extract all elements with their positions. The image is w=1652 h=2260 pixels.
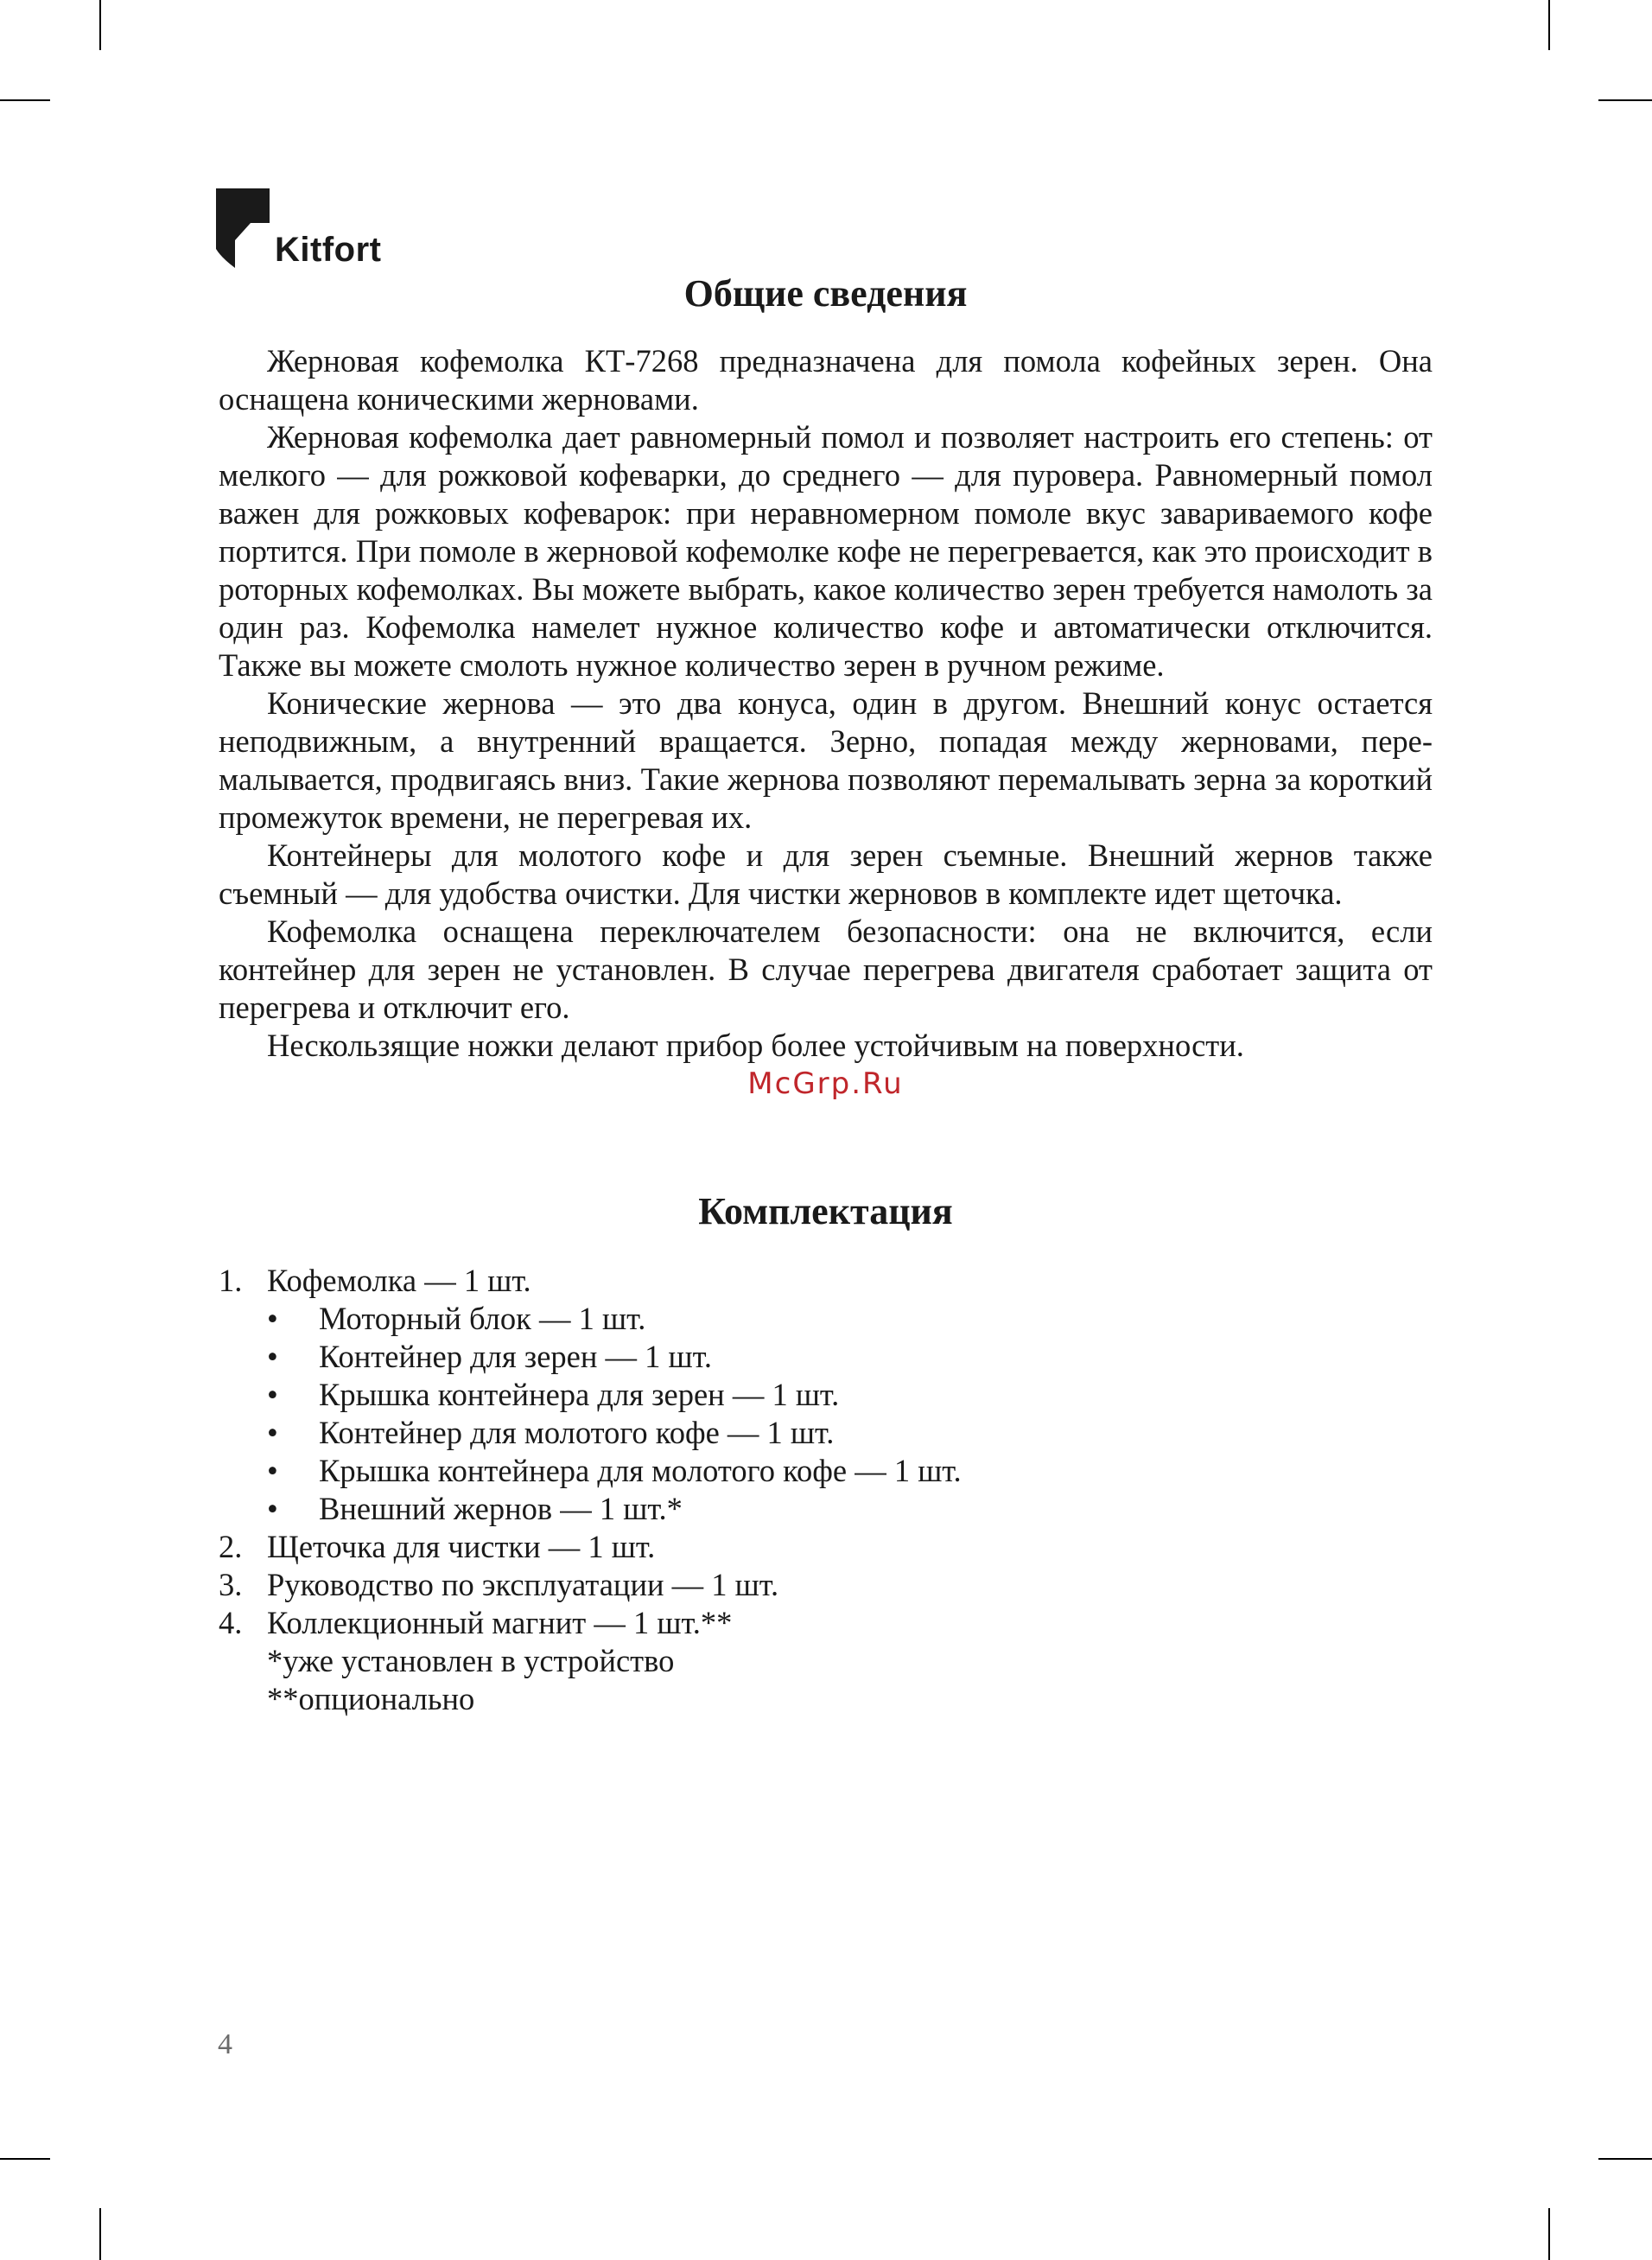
footnote: *уже установлен в устройство [267,1643,675,1678]
watermark-link[interactable]: McGrp.Ru [747,1066,904,1101]
crop-mark-bottom-right [1548,2208,1550,2260]
bullet-icon: • [267,1453,278,1488]
sub-list-item-text: Внешний жернов — 1 шт.* [319,1491,683,1526]
list-item-text: Щеточка для чистки — 1 шт. [267,1529,656,1564]
list-item [219,1528,1433,1566]
list-item-text: Коллекционный магнит — 1 шт.** [267,1605,733,1640]
section-title-contents: Комплектация [698,1190,953,1232]
sub-list [267,1300,1433,1528]
bullet-icon: • [267,1339,278,1374]
list-item [219,1262,1433,1528]
kitfort-logo-mark-icon [216,188,270,268]
list-item-text: Кофемолка — 1 шт. [267,1263,531,1298]
bullet-icon: • [267,1301,278,1336]
crop-mark-top-right [1548,0,1550,50]
sub-list-item-text: Моторный блок — 1 шт. [319,1301,646,1336]
document-body [219,259,1433,1718]
sub-list-item [267,1300,1433,1338]
sub-list-item [267,1414,1433,1452]
logo-text: Kitfort [275,231,382,269]
sub-list-item [267,1490,1433,1528]
list-item-number: 4. [219,1605,243,1640]
sub-list-item-text: Крышка контейнера для молотого кофе — 1 шт. [319,1453,962,1488]
list-item-number: 3. [219,1567,243,1602]
crop-mark-bottom-right-h [1598,2158,1652,2160]
sub-list-item [267,1376,1433,1414]
paragraph: Жерновая кофемолка дает равномерный помол и позволяет настроить его степень: от мелкого — для рожковой кофеварки, до среднего — для пуровера. Равномерный помол важен для рожковых кофеварок: при неравномерном помоле вкус завариваемого кофе портится. При помоле в жерновой кофемолке кофе не перегревается, как это происходит в роторных кофемолках. Вы можете выбрать, какое количество зерен требуется намолоть за один раз. Кофемолка намелет нужное количество кофе и автоматически отключится. Также вы можете смолоть нужное количество зерен в ручном режиме. [219,419,1433,683]
crop-mark-top-left-h [0,99,50,101]
page-number: 4 [218,2028,232,2060]
crop-mark-top-left [99,0,101,50]
list-item-number: 2. [219,1529,243,1564]
crop-mark-top-right-h [1598,99,1652,101]
sub-list-item-text: Крышка контейнера для зерен — 1 шт. [319,1377,840,1412]
bullet-icon: • [267,1491,278,1526]
list-item [219,1604,1433,1642]
sub-list-item-text: Контейнер для зерен — 1 шт. [319,1339,712,1374]
kitfort-logo [216,188,381,268]
crop-mark-bottom-left-h [0,2158,50,2160]
list-item-text: Руководство по эксплуатации — 1 шт. [267,1567,779,1602]
bullet-icon: • [267,1377,278,1412]
sub-list-item [267,1338,1433,1376]
paragraph: Кофемолка оснащена переключателем безопасности: она не включится, если контейнер для зерен не установлен. В случае перегрева двигателя сработает защита от перегрева и отключит его. [219,914,1433,1025]
list-item [219,1566,1433,1604]
sub-list-item [267,1452,1433,1490]
crop-mark-bottom-left [99,2208,101,2260]
sub-list-item-text: Контейнер для молотого кофе — 1 шт. [319,1415,835,1450]
list-item-number: 1. [219,1263,243,1298]
bullet-icon: • [267,1415,278,1450]
paragraph: Конические жернова — это два конуса, один в другом. Внешний конус остается неподвижным, а внутренний вращается. Зерно, попадая между жерновами, перемалывается, продвигаясь вниз. Такие жернова позволяют перемалывать зерна за короткий промежуток времени, не перегревая их. [219,685,1433,835]
contents-list [219,1262,1433,1642]
paragraph: Нескользящие ножки делают прибор более устойчивым на поверхности. [267,1028,1244,1063]
section-title-general: Общие сведения [683,272,968,315]
paragraph: Контейнеры для молотого кофе и для зерен съемные. Внешний жернов также съемный — для удобства очистки. Для чистки жерновов в комплекте идет щеточка. [219,837,1433,911]
footnote: **опционально [267,1681,475,1716]
paragraph: Жерновая кофемолка КТ-7268 предназначена для помола кофейных зерен. Она оснащена коническими жерновами. [219,343,1433,417]
